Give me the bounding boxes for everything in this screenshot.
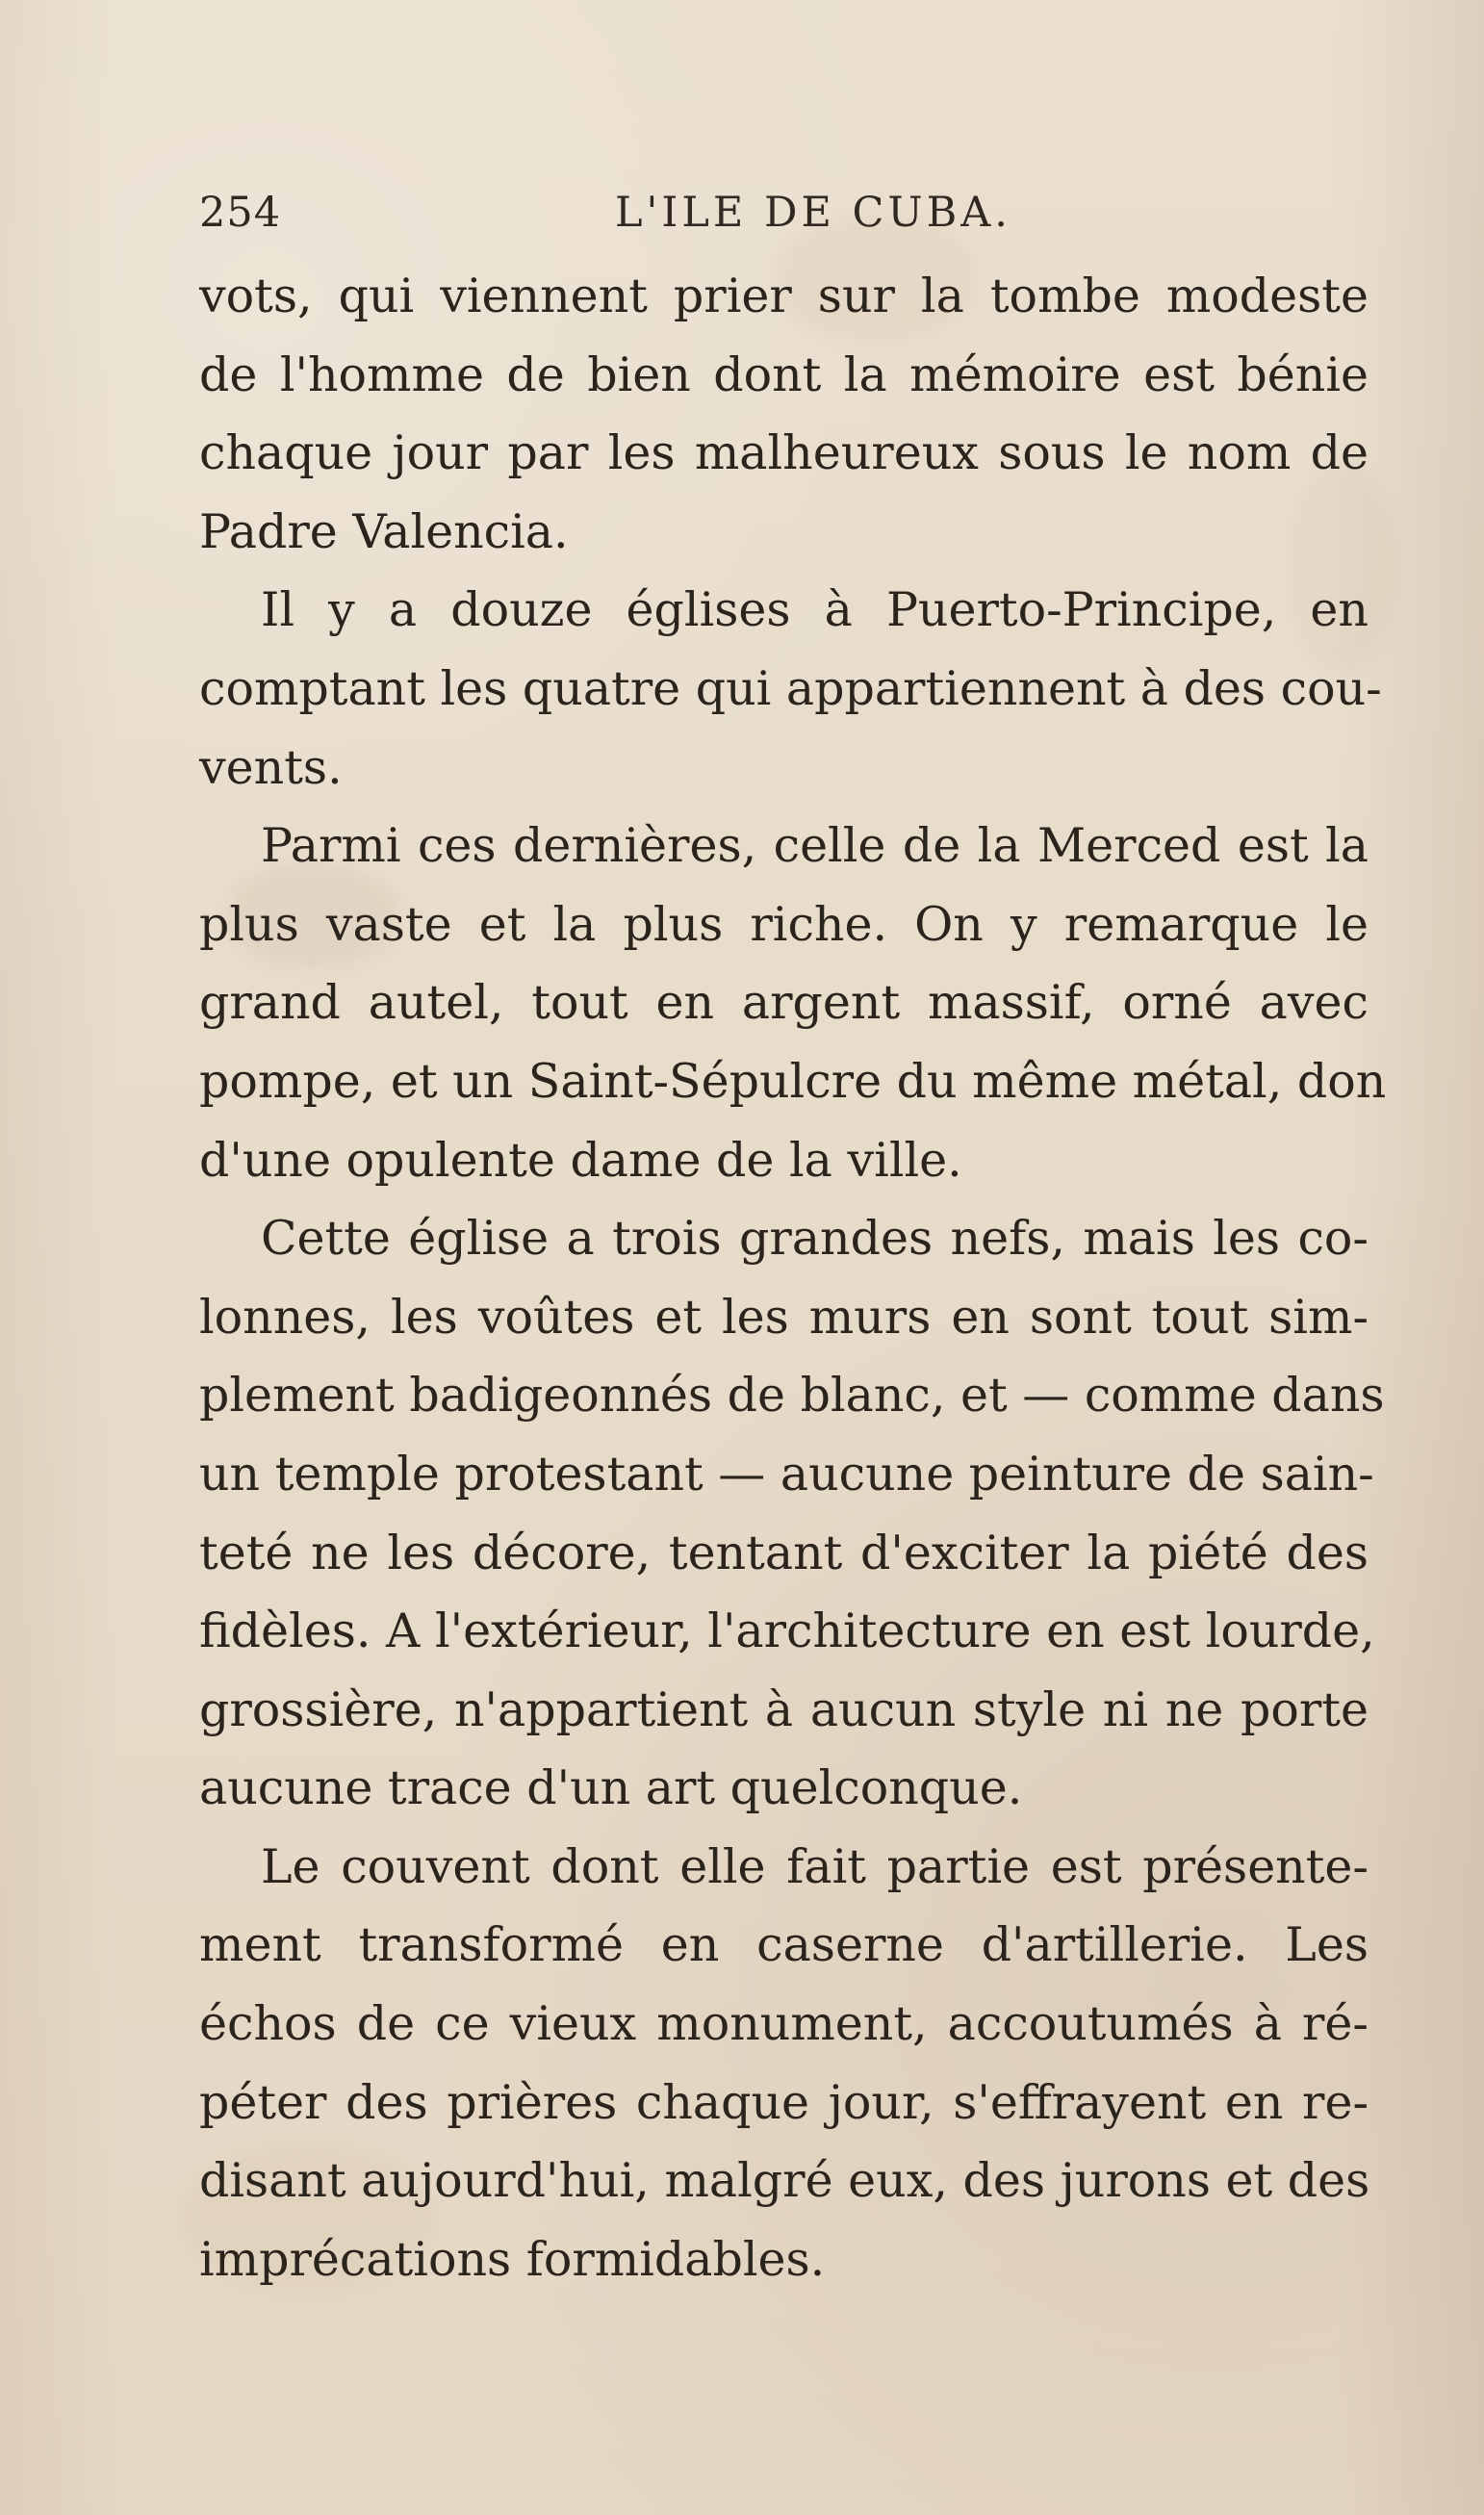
text-line: péter des prières chaque jour, s'effrayent en re- xyxy=(199,2074,1369,2130)
page-header xyxy=(199,189,1373,256)
text-line: échos de ce vieux monument, accoutumés à ré- xyxy=(199,1996,1369,2052)
text-line: grand autel, tout en argent massif, orné avec xyxy=(199,975,1369,1031)
text-line: plus vaste et la plus riche. On y remarque le xyxy=(199,896,1369,952)
text-line: Padre Valencia. xyxy=(199,503,569,559)
text-line: fidèles. A l'extérieur, l'architecture en est lourde, xyxy=(199,1604,1375,1659)
text-line: teté ne les décore, tentant d'exciter la piété des xyxy=(199,1525,1369,1580)
text-line: plement badigeonnés de blanc, et — comme dans xyxy=(199,1368,1385,1424)
text-line: disant aujourd'hui, malgré eux, des jurons et des xyxy=(199,2153,1370,2209)
body-text xyxy=(199,257,1387,2298)
text-line: Il y a douze églises à Puerto-Principe, en xyxy=(261,582,1369,638)
text-line: Le couvent dont elle fait partie est présente- xyxy=(261,1838,1369,1894)
text-line: ment transformé en caserne d'artillerie. Les xyxy=(199,1917,1369,1973)
text-line: aucune trace d'un art quelconque. xyxy=(199,1760,1023,1816)
text-line: grossière, n'appartient à aucun style ni ne porte xyxy=(199,1681,1369,1737)
running-title: L'ILE DE CUBA. xyxy=(615,189,1011,237)
text-line: de l'homme de bien dont la mémoire est bénie xyxy=(199,346,1369,402)
text-line: un temple protestant — aucune peinture de sain- xyxy=(199,1446,1374,1501)
text-line: vots, qui viennent prier sur la tombe modeste xyxy=(199,269,1369,323)
text-line: imprécations formidables. xyxy=(199,2231,826,2287)
text-line: comptant les quatre qui appartiennent à des cou- xyxy=(199,660,1382,716)
page-number: 254 xyxy=(199,189,282,237)
text-line: vents. xyxy=(199,739,343,795)
text-line: chaque jour par les malheureux sous le nom de xyxy=(199,425,1369,481)
text-line: Parmi ces dernières, celle de la Merced est la xyxy=(261,818,1369,874)
text-line: Cette église a trois grandes nefs, mais les co- xyxy=(261,1211,1369,1267)
text-line: d'une opulente dame de la ville. xyxy=(199,1132,962,1188)
text-line: pompe, et un Saint-Sépulcre du même métal, don xyxy=(199,1053,1387,1109)
text-line: lonnes, les voûtes et les murs en sont tout sim- xyxy=(199,1289,1369,1345)
